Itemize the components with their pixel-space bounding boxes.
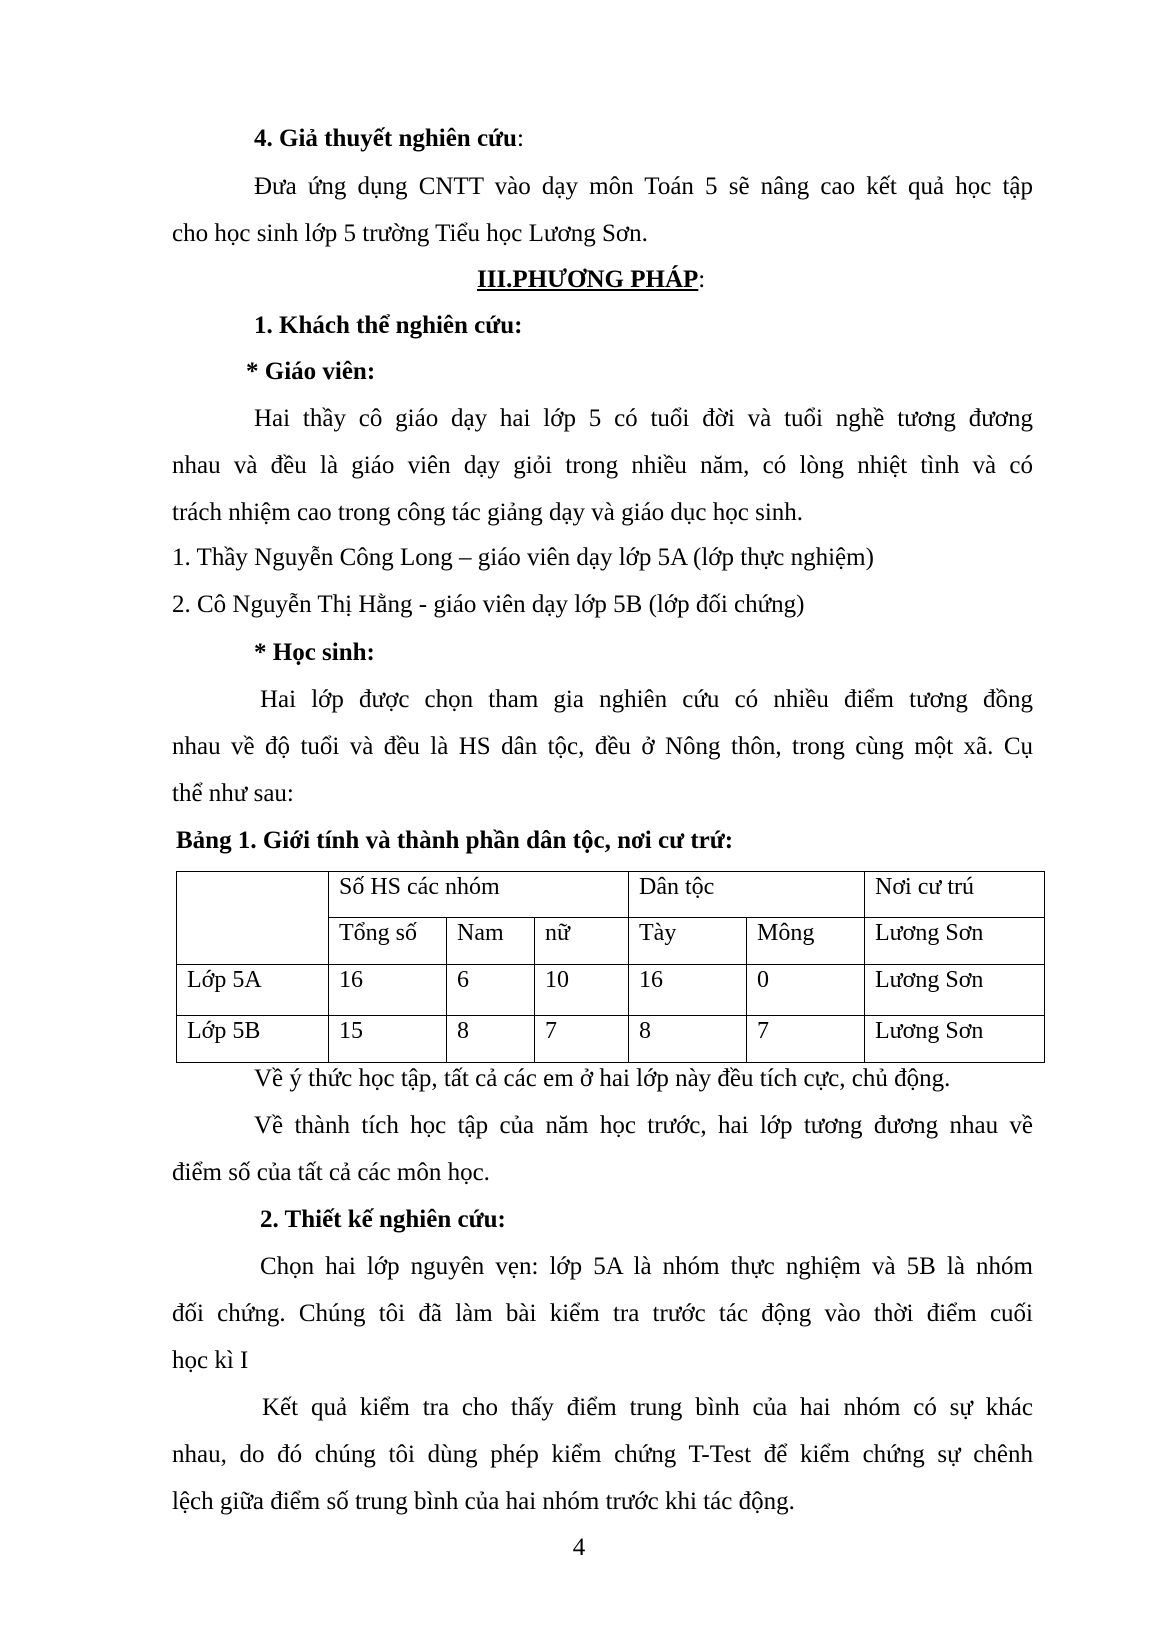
- paragraph-line: nhau và đều là giáo viên dạy giỏi trong nhiều năm, có lòng nhiệt tình và có: [172, 452, 1033, 479]
- table-cell: nữ: [535, 918, 629, 965]
- table-cell: 7: [535, 1016, 629, 1063]
- teacher-list-item: 2. Cô Nguyễn Thị Hằng - giáo viên dạy lớp 5B (lớp đối chứng): [172, 591, 805, 618]
- paragraph-line: Hai lớp được chọn tham gia nghiên cứu có nhiều điểm tương đồng: [260, 686, 1033, 713]
- table-cell: Lương Sơn: [865, 1016, 1045, 1063]
- table-row: [177, 1016, 1045, 1063]
- paragraph-line: cho học sinh lớp 5 trường Tiểu học Lương Sơn.: [172, 220, 648, 247]
- table-cell: 0: [747, 965, 865, 1016]
- students-heading: * Học sinh:: [254, 639, 375, 666]
- table-cell: Số HS các nhóm: [329, 872, 629, 918]
- table-cell: Lương Sơn: [865, 918, 1045, 965]
- table-cell: Lớp 5B: [177, 1016, 329, 1063]
- paragraph-line: Chọn hai lớp nguyên vẹn: lớp 5A là nhóm thực nghiệm và 5B là nhóm: [260, 1253, 1033, 1280]
- table-caption: Bảng 1. Giới tính và thành phần dân tộc, nơi cư trứ:: [176, 827, 734, 854]
- teacher-list-item: 1. Thầy Nguyễn Công Long – giáo viên dạy lớp 5A (lớp thực nghiệm): [172, 544, 874, 571]
- table-cell: 10: [535, 965, 629, 1016]
- table-cell: 8: [447, 1016, 535, 1063]
- paragraph-line: Kết quả kiểm tra cho thấy điểm trung bình của hai nhóm có sự khác: [262, 1394, 1033, 1421]
- paragraph-line: Hai thầy cô giáo dạy hai lớp 5 có tuổi đời và tuổi nghề tương đương: [254, 405, 1033, 432]
- table-cell: Lớp 5A: [177, 965, 329, 1016]
- table-cell: 7: [747, 1016, 865, 1063]
- table-cell: Nam: [447, 918, 535, 965]
- paragraph-line: điểm số của tất cả các môn học.: [172, 1159, 490, 1186]
- teachers-heading: * Giáo viên:: [246, 358, 376, 385]
- table-cell: Lương Sơn: [865, 965, 1045, 1016]
- table-cell: 16: [629, 965, 747, 1016]
- paragraph-line: Đưa ứng dụng CNTT vào dạy môn Toán 5 sẽ nâng cao kết quả học tập: [254, 173, 1033, 200]
- paragraph-line: đối chứng. Chúng tôi đã làm bài kiểm tra trước tác động vào thời điểm cuối: [172, 1300, 1033, 1327]
- students-table: [176, 871, 1045, 1063]
- table-row: [177, 965, 1045, 1016]
- paragraph-line: thể như sau:: [172, 780, 294, 807]
- paragraph-line: trách nhiệm cao trong công tác giảng dạy và giáo dục học sinh.: [172, 499, 804, 526]
- paragraph-line: nhau, do đó chúng tôi dùng phép kiểm chứng T-Test để kiểm chứng sự chênh: [172, 1441, 1033, 1468]
- table-cell: Tổng số: [329, 918, 447, 965]
- table-cell: Nơi cư trú: [865, 872, 1045, 918]
- paragraph-line: Về thành tích học tập của năm học trước, hai lớp tương đương nhau về: [254, 1112, 1033, 1139]
- table-cell: Tày: [629, 918, 747, 965]
- table-cell: [177, 872, 329, 965]
- table-cell: 15: [329, 1016, 447, 1063]
- subsection-1-heading: 1. Khách thể nghiên cứu:: [254, 312, 523, 339]
- table-cell: Dân tộc: [629, 872, 865, 918]
- table-cell: Mông: [747, 918, 865, 965]
- paragraph-line: học kì I: [172, 1347, 249, 1374]
- section-4-heading: 4. Giả thuyết nghiên cứu:: [254, 125, 524, 152]
- table-header-row: [177, 872, 1045, 918]
- table-cell: 16: [329, 965, 447, 1016]
- table-cell: 6: [447, 965, 535, 1016]
- paragraph-line: lệch giữa điểm số trung bình của hai nhóm trước khi tác động.: [172, 1488, 795, 1515]
- page-number: 4: [572, 1534, 586, 1561]
- table-cell: 8: [629, 1016, 747, 1063]
- paragraph-line: nhau về độ tuổi và đều là HS dân tộc, đều ở Nông thôn, trong cùng một xã. Cụ: [172, 733, 1033, 760]
- subsection-2-heading: 2. Thiết kế nghiên cứu:: [260, 1206, 506, 1233]
- chapter-heading: III.PHƯƠNG PHÁP:: [477, 266, 706, 293]
- paragraph-line: Về ý thức học tập, tất cả các em ở hai lớp này đều tích cực, chủ động.: [254, 1065, 951, 1092]
